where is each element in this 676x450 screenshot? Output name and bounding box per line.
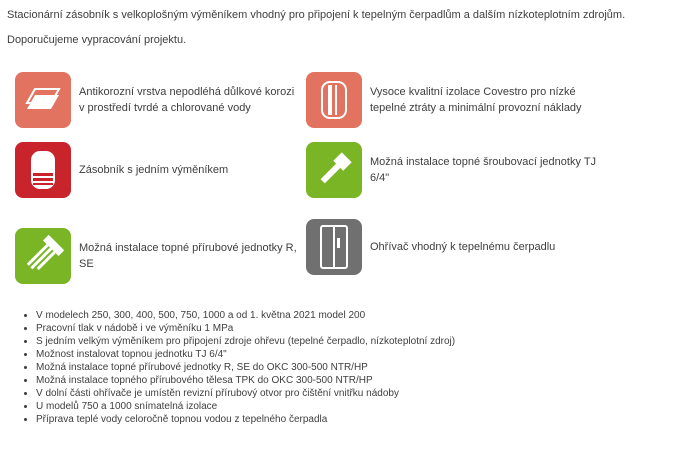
- feature-line: Ohřívač vhodný k tepelnému čerpadlu: [370, 241, 556, 253]
- feature-flange-unit: [15, 228, 297, 284]
- feature-text: [370, 84, 582, 116]
- list-item: • Možná instalace topné přírubové jednotky R, SE do OKC 300-500 NTR/HP: [36, 361, 455, 374]
- feature-line: Zásobník s jedním výměníkem: [79, 164, 229, 176]
- feature-bullet-list: [12, 309, 455, 426]
- list-item: • U modelů 750 a 1000 snímatelná izolace: [36, 400, 455, 413]
- feature-text: [79, 84, 294, 116]
- feature-screw-unit: [306, 142, 596, 198]
- feature-line: tepelné ztráty a minimální provozní náklady: [370, 102, 582, 114]
- corrosion-layer-icon: [15, 72, 71, 128]
- feature-text: [370, 154, 596, 186]
- screw-heating-unit-icon: [306, 142, 362, 198]
- flange-heating-unit-icon: [15, 228, 71, 284]
- intro-recommendation: Doporučujeme vypracování projektu.: [7, 34, 187, 46]
- feature-line: SE: [79, 258, 94, 270]
- list-item: • Příprava teplé vody celoročně topnou vodou z tepelného čerpadla: [36, 413, 455, 426]
- feature-line: 6/4": [370, 172, 390, 184]
- insulation-cylinder-icon: [306, 72, 362, 128]
- feature-line: Vysoce kvalitní izolace Covestro pro nízké: [370, 86, 576, 98]
- feature-corrosion: [15, 72, 294, 128]
- feature-text: [370, 239, 555, 255]
- tank-single-exchanger-icon: [15, 142, 71, 198]
- list-item: • Pracovní tlak v nádobě i ve výměníku 1 MPa: [36, 322, 455, 335]
- feature-line: v prostředí tvrdé a chlorované vody: [79, 102, 251, 114]
- feature-text: [79, 240, 297, 272]
- feature-text: [79, 162, 228, 178]
- list-item: • V modelech 250, 300, 400, 500, 750, 1000 a od 1. května 2021 model 200: [36, 309, 455, 322]
- list-item: • Možná instalace topného přírubového tělesa TPK do OKC 300-500 NTR/HP: [36, 374, 455, 387]
- heat-pump-icon: [306, 219, 362, 275]
- feature-insulation: [306, 72, 582, 128]
- feature-heat-pump: [306, 219, 555, 275]
- list-item: • Možnost instalovat topnou jednotku TJ 6/4": [36, 348, 455, 361]
- feature-single-exchanger: [15, 142, 228, 198]
- feature-line: Antikorozní vrstva nepodléhá důlkové korozi: [79, 86, 295, 98]
- list-item: • V dolní části ohřívače je umístěn revizní přírubový otvor pro čištění vnitřku nádoby: [36, 387, 455, 400]
- intro-text: Stacionární zásobník s velkoplošným výměníkem vhodný pro připojení k tepelným čerpadlům a dalším nízkoteplotním zdrojům.: [7, 9, 626, 21]
- feature-line: Možná instalace topné šroubovací jednotky TJ: [370, 156, 597, 168]
- list-item: • S jedním velkým výměníkem pro připojení zdroje ohřevu (tepelné čerpadlo, nízkoteplotní zdroj): [36, 335, 455, 348]
- feature-line: Možná instalace topné přírubové jednotky R,: [79, 242, 297, 254]
